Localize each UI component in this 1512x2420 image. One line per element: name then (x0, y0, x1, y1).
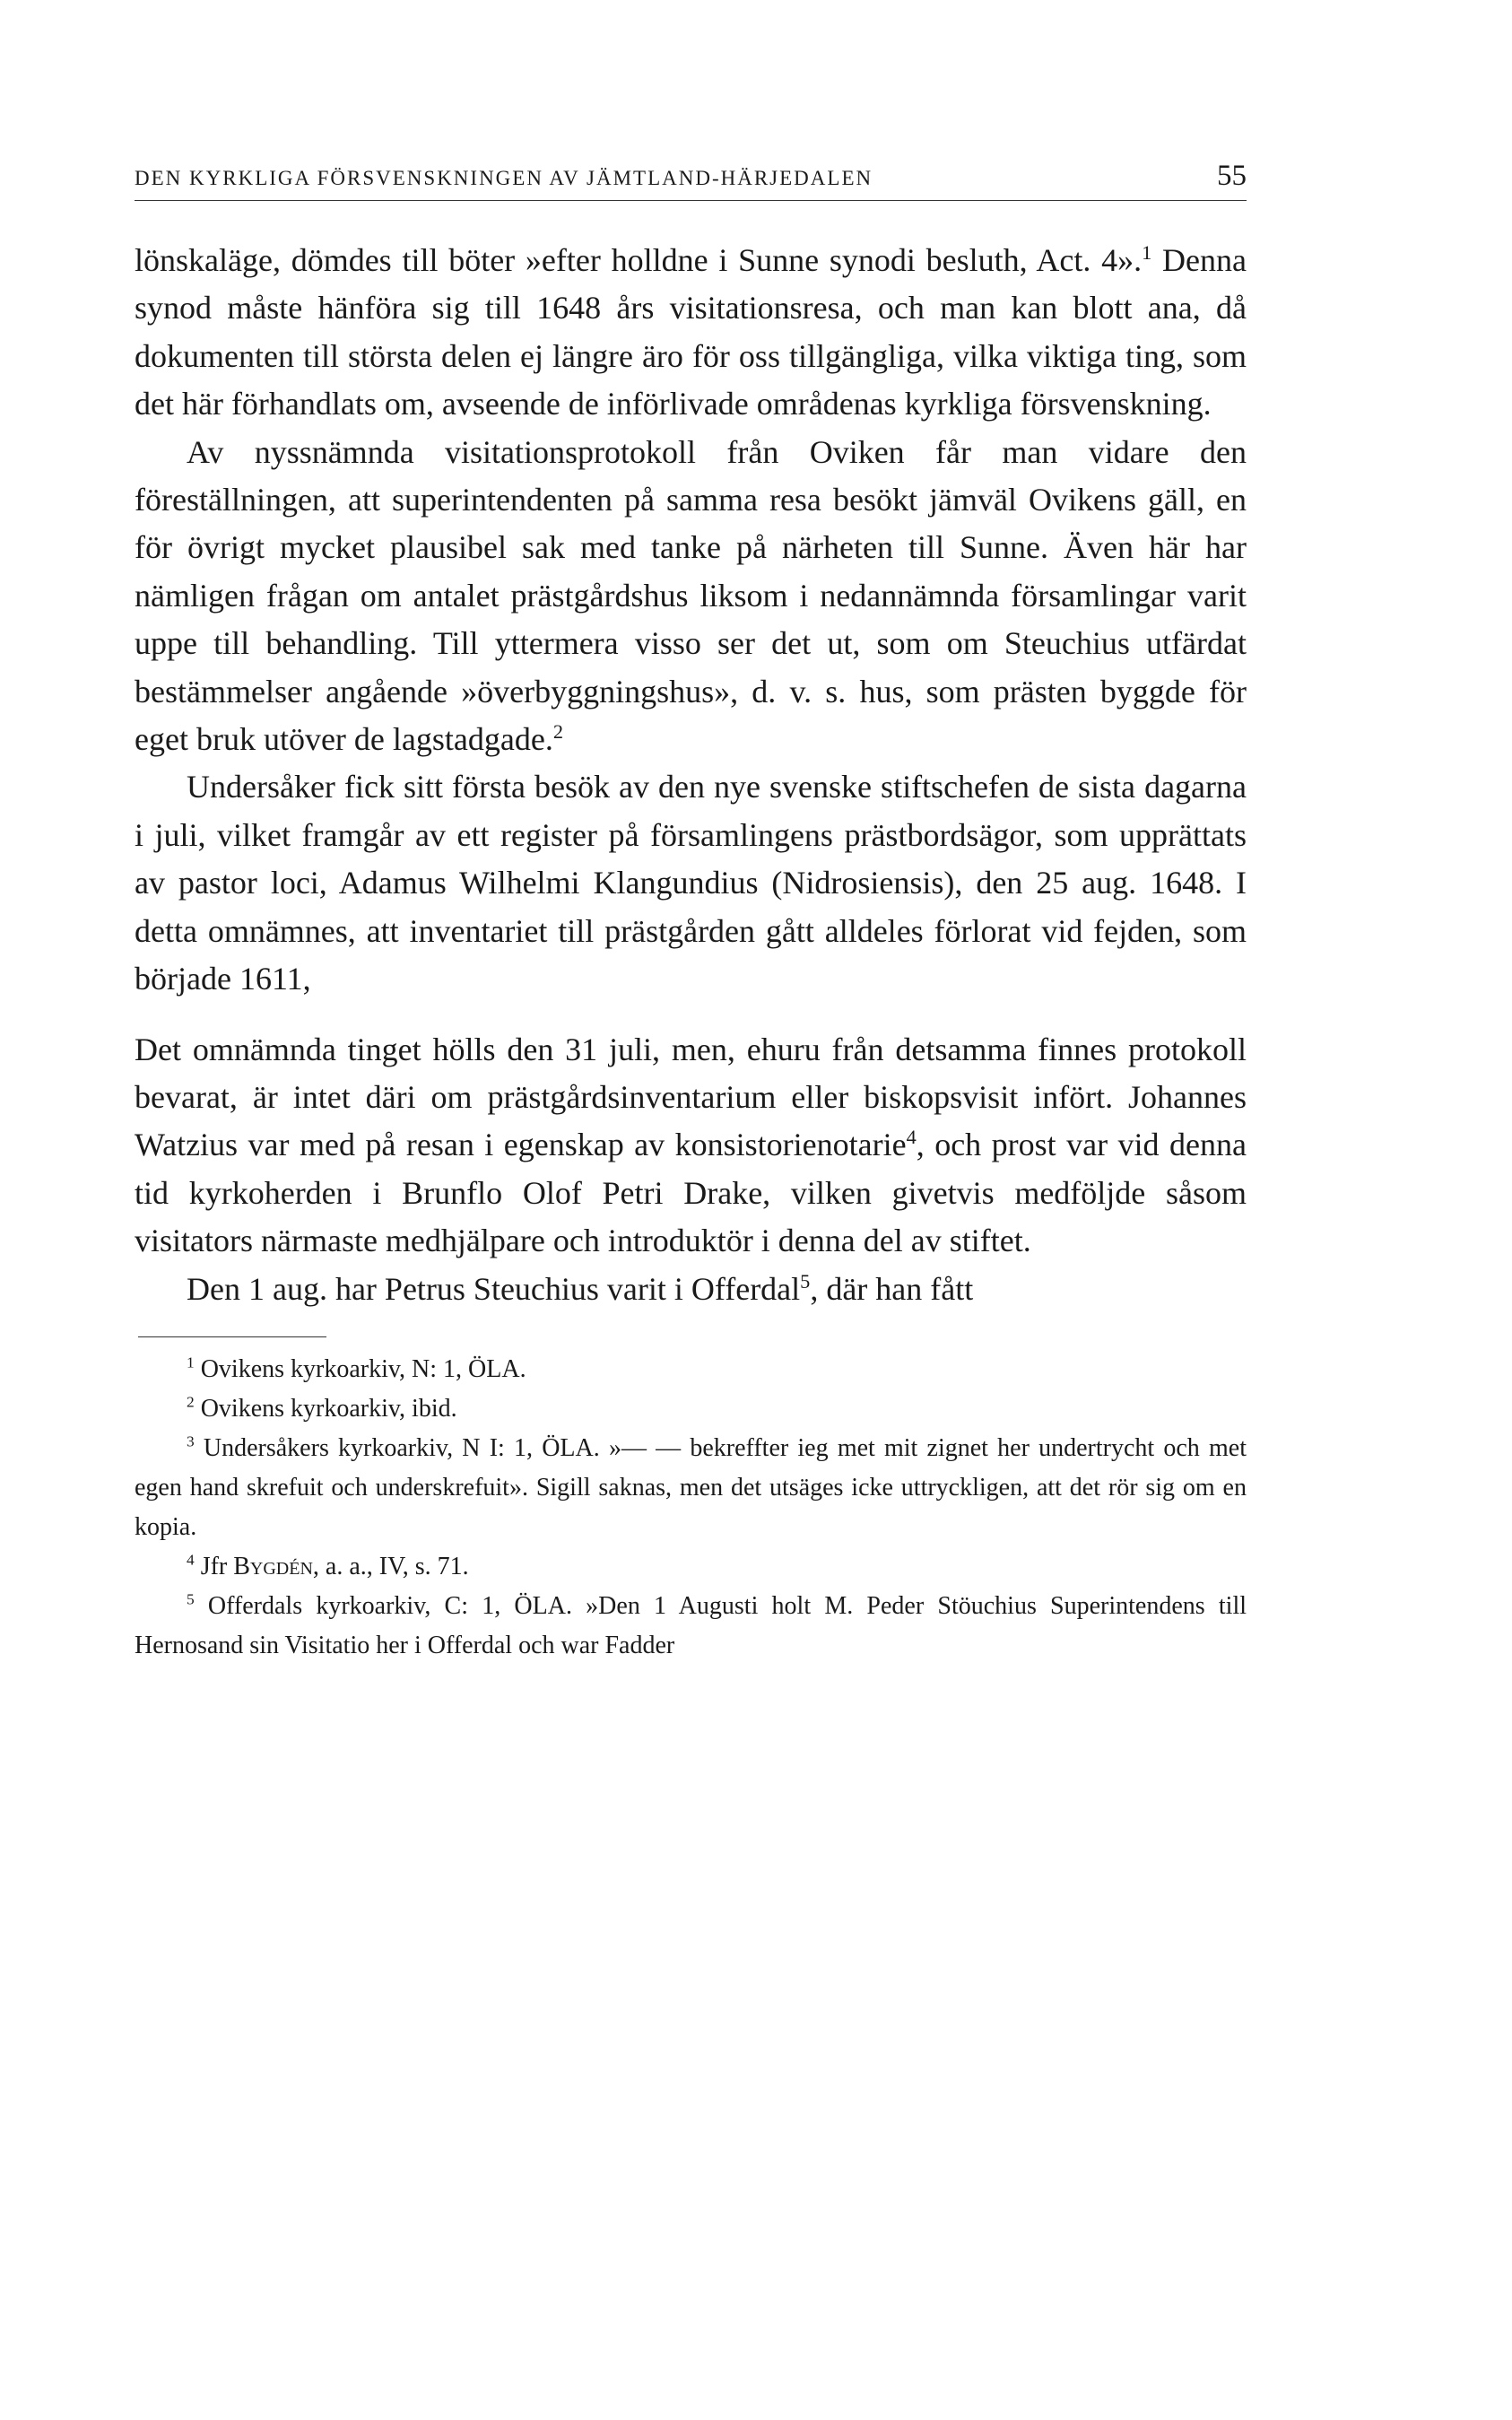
running-header (135, 160, 1247, 201)
paragraph-1-text-b: Denna synod måste hänföra sig till 1648 års visitationsresa, och man kan blott ana, då dokumenten till största delen ej längre äro för oss tillgängliga, vilka viktiga ting, som det här förhandlats om, avseende de införlivade områdenas kyrkliga försvenskning. (135, 242, 1247, 422)
book-page (135, 160, 1247, 1666)
footnote-divider (138, 1336, 326, 1337)
paragraph-3 (135, 763, 1247, 1003)
paragraph-1-text-a: lönskaläge, dömdes till böter »efter holldne i Sunne synodi besluth, Act. 4». (135, 242, 1143, 278)
footnote-2-number: 2 (187, 1393, 195, 1411)
footnote-4-number: 4 (187, 1551, 195, 1569)
paragraph-2 (135, 429, 1247, 764)
footnote-3 (135, 1429, 1247, 1547)
paragraph-5-text-b: , där han fått (810, 1270, 974, 1307)
footnote-2-text: Ovikens kyrkoarkiv, ibid. (194, 1394, 457, 1423)
footnote-4 (135, 1547, 1247, 1587)
footnote-5-text: Offerdals kyrkoarkiv, C: 1, ÖLA. »Den 1 Augusti holt M. Peder Stöuchius Superintendens till Hernosand sin Visitatio her i Offerdal och war Fadder (135, 1591, 1247, 1659)
paragraph-4-text-a: Det omnämnda tinget hölls den 31 juli, men, ehuru från detsamma finnes protokoll bevarat, är intet däri om prästgårdsinventarium eller biskopsvisit infört. Johannes Watzius var med på resan i egenskap av konsistorienotarie (135, 1031, 1247, 1163)
footnotes (135, 1350, 1247, 1666)
footnote-4-author: Bygdén (233, 1552, 313, 1580)
footnote-1-text: Ovikens kyrkoarkiv, N: 1, ÖLA. (194, 1354, 526, 1383)
footnote-4-suffix: , a. a., IV, s. 71. (312, 1552, 469, 1580)
footnote-5 (135, 1587, 1247, 1666)
footnote-5-number: 5 (187, 1590, 195, 1608)
running-title: DEN KYRKLIGA FÖRSVENSKNINGEN AV JÄMTLAND-HÄRJEDALEN (135, 167, 873, 189)
footnote-ref-2: 2 (552, 720, 563, 744)
footnote-ref-1: 1 (1142, 241, 1152, 264)
footnote-3-text: Undersåkers kyrkoarkiv, N I: 1, ÖLA. »— — bekreffter ieg met mit zignet her undertrycht och met egen hand skrefuit och underskrefuit». Sigill saknas, men det utsäges icke uttryckligen, att det rör sig om en kopia. (135, 1433, 1247, 1541)
paragraph-4 (135, 1026, 1247, 1266)
paragraph-4-text-b: , och prost var vid denna tid kyrkoherden i Brunflo Olof Petri Drake, vilken givetvis medföljde såsom visitators närmaste medhjälpare och introduktör i denna del av stiftet. (135, 1127, 1247, 1259)
footnote-2 (135, 1389, 1247, 1429)
paragraph-3-text: Undersåker fick sitt första besök av den nye svenske stiftschefen de sista dagarna i juli, vilket framgår av ett register på församlingens prästbordsägor, som upprättats av pastor loci, Adamus Wilhelmi Klangundius (Nidrosiensis), den 25 aug. 1648. I detta omnämnes, att inventariet till prästgården gått alldeles förlorat vid fejden, som började 1611, (135, 769, 1247, 997)
paragraph-5-text-a: Den 1 aug. har Petrus Steuchius varit i Offerdal (187, 1270, 801, 1307)
paragraph-1 (135, 237, 1247, 429)
footnote-4-prefix: Jfr (194, 1552, 234, 1580)
footnote-ref-5: 5 (800, 1269, 811, 1293)
paragraph-5 (135, 1266, 1247, 1313)
footnote-3-number: 3 (187, 1432, 195, 1450)
main-text (135, 237, 1247, 1313)
page-number: 55 (1217, 160, 1247, 192)
paragraph-2-text: Av nyssnämnda visitationsprotokoll från Oviken får man vidare den föreställningen, att superintendenten på samma resa besökt jämväl Ovikens gäll, en för övrigt mycket plausibel sak med tanke på närheten till Sunne. Även här har nämligen frågan om antalet prästgårdshus liksom i nedannämnda församlingar varit uppe till behandling. Till yttermera visso ser det ut, som om Steuchius utfärdat bestämmelser angående »överbyggningshus», d. v. s. hus, som prästen byggde för eget bruk utöver de lagstadgade. (135, 433, 1247, 758)
footnote-1 (135, 1350, 1247, 1389)
footnote-ref-4: 4 (906, 1126, 917, 1149)
footnote-1-number: 1 (187, 1354, 195, 1371)
